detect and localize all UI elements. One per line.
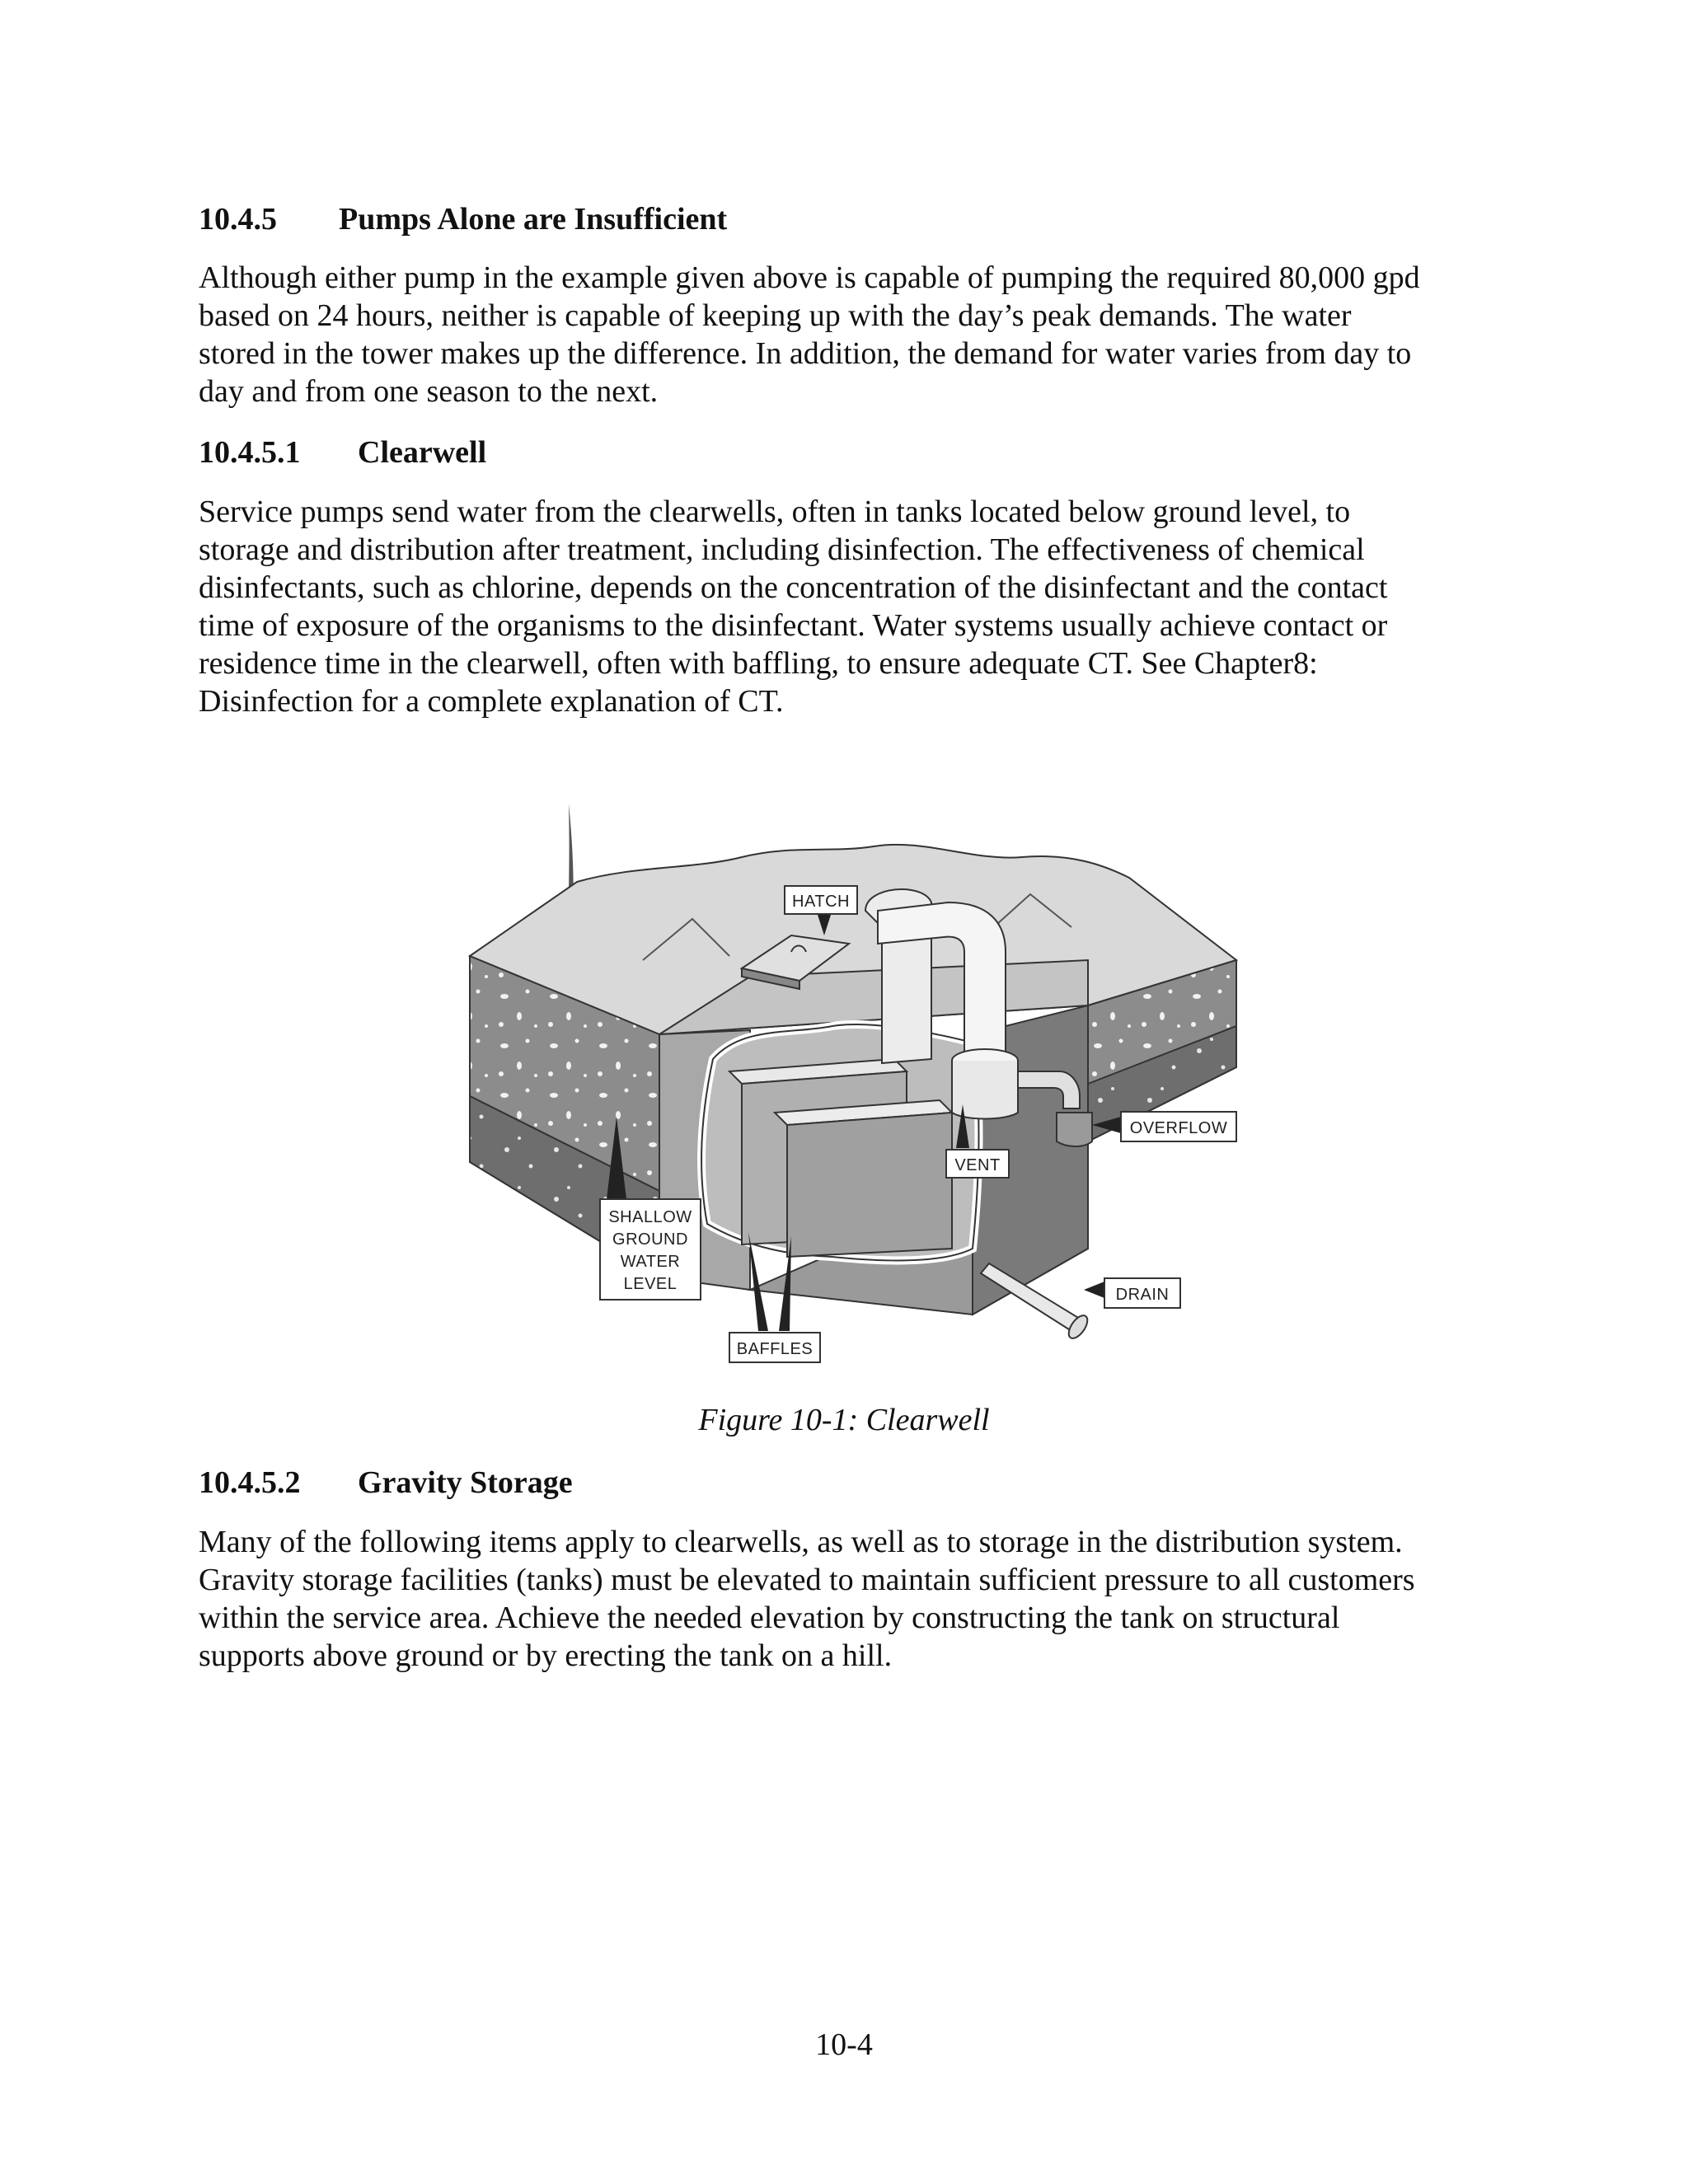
paragraph-clearwell	[199, 493, 1534, 720]
section-heading-10-4-5-1	[199, 434, 487, 471]
paragraph-line: supports above ground or by erecting the tank on a hill.	[199, 1638, 893, 1673]
label-drain	[1104, 1278, 1180, 1308]
paragraph-gravity-storage	[199, 1523, 1534, 1675]
paragraph-line: storage and distribution after treatment, including disinfection. The effectiveness of chemical	[199, 532, 1365, 567]
paragraph-line: disinfectants, such as chlorine, depends on the concentration of the disinfectant and the contact	[199, 570, 1388, 605]
section-number: 10.4.5.1	[199, 435, 301, 470]
label-vent	[946, 1150, 1009, 1178]
paragraph-line: time of exposure of the organisms to the disinfectant. Water systems usually achieve contact or	[199, 608, 1388, 643]
paragraph-line: Gravity storage facilities (tanks) must be elevated to maintain sufficient pressure to all customers	[199, 1563, 1415, 1597]
clearwell-illustration	[445, 787, 1253, 1380]
section-title: Pumps Alone are Insufficient	[339, 202, 728, 237]
section-title: Gravity Storage	[358, 1465, 573, 1500]
paragraph-line: Service pumps send water from the clearwells, often in tanks located below ground level, to	[199, 494, 1351, 529]
label-baffles-text: BAFFLES	[736, 1340, 814, 1358]
label-hatch-text: HATCH	[792, 893, 850, 911]
label-overflow	[1121, 1112, 1236, 1141]
paragraph-line: based on 24 hours, neither is capable of keeping up with the day’s peak demands. The water	[199, 298, 1352, 333]
paragraph-line: Disinfection for a complete explanation of CT.	[199, 684, 784, 719]
label-baffles	[729, 1333, 820, 1362]
overflow-pipe-icon	[1057, 1113, 1092, 1146]
paragraph-line: within the service area. Achieve the needed elevation by constructing the tank on structural	[199, 1601, 1340, 1635]
label-hatch	[785, 886, 857, 914]
section-number: 10.4.5	[199, 202, 277, 237]
page-number: 10-4	[815, 2027, 873, 2062]
section-heading-10-4-5-2	[199, 1464, 573, 1502]
label-shallow-line: WATER	[620, 1253, 681, 1271]
section-title: Clearwell	[358, 435, 487, 470]
paragraph-line: residence time in the clearwell, often with baffling, to ensure adequate CT. See Chapter8:	[199, 646, 1318, 681]
section-number: 10.4.5.2	[199, 1465, 301, 1500]
label-shallow-line: SHALLOW	[608, 1208, 692, 1226]
label-shallow-ground-water-level	[600, 1199, 701, 1300]
label-shallow-line: LEVEL	[623, 1275, 678, 1293]
figure-caption: Figure 10-1: Clearwell	[698, 1403, 990, 1437]
label-drain-text: DRAIN	[1115, 1286, 1170, 1304]
section-heading-10-4-5	[199, 200, 728, 238]
paragraph-line: Although either pump in the example given above is capable of pumping the required 80,000 gpd	[199, 260, 1420, 295]
paragraph-line: Many of the following items apply to clearwells, as well as to storage in the distribution system.	[199, 1525, 1403, 1559]
label-vent-text: VENT	[954, 1156, 1001, 1174]
paragraph-pumps-insufficient	[199, 259, 1534, 410]
label-overflow-text: OVERFLOW	[1129, 1119, 1228, 1137]
paragraph-line: stored in the tower makes up the difference. In addition, the demand for water varies from day to	[199, 336, 1412, 371]
label-shallow-line: GROUND	[612, 1230, 688, 1249]
paragraph-line: day and from one season to the next.	[199, 374, 659, 409]
clearwell-figure	[445, 787, 1253, 1380]
